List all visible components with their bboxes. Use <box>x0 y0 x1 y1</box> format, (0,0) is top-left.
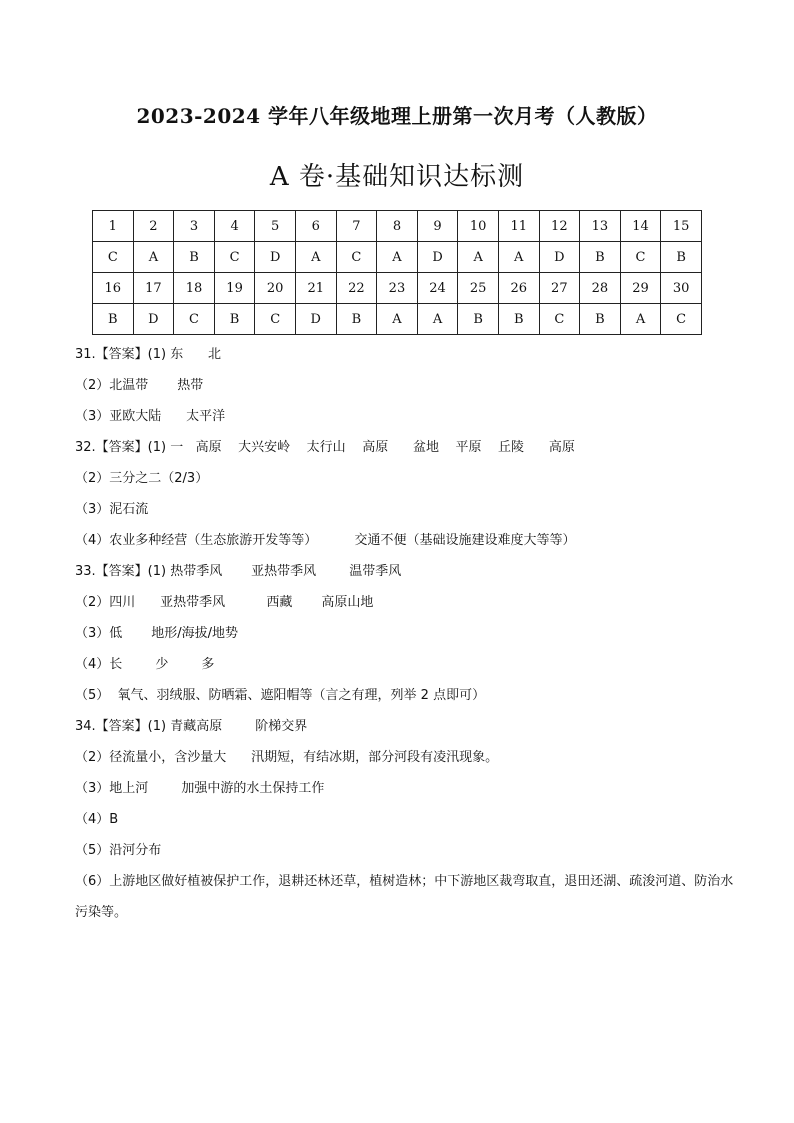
answer-line-34-6: （6）上游地区做好植被保护工作，退耕还林还草，植树造林；中下游地区裁弯取直，退田还湖、疏浚河道、防治水污染等。 <box>75 874 734 920</box>
answer-line-33-5: （5） 氧气、羽绒服、防晒霜、遮阳帽等（言之有理，列举 2 点即可） <box>75 688 486 703</box>
question-number-cell: 19 <box>214 273 255 304</box>
answer-cell: B <box>336 304 377 335</box>
answer-cell: D <box>255 242 296 273</box>
answer-section <box>75 343 735 928</box>
answer-cell: B <box>661 242 702 273</box>
page-subtitle: A 卷·基础知识达标测 <box>269 162 525 192</box>
answer-cell: A <box>498 242 539 273</box>
answer-cell: B <box>93 304 134 335</box>
question-number-cell: 28 <box>580 273 621 304</box>
answer-cell: C <box>255 304 296 335</box>
answer-cell: A <box>417 304 458 335</box>
question-number-cell: 12 <box>539 211 580 242</box>
question-number-cell: 24 <box>417 273 458 304</box>
question-number-cell: 13 <box>580 211 621 242</box>
answer-cell: A <box>377 242 418 273</box>
question-number-cell: 1 <box>93 211 134 242</box>
question-number-cell: 23 <box>377 273 418 304</box>
answer-line-33-4: （4）长 少 多 <box>75 657 215 672</box>
question-number-cell: 27 <box>539 273 580 304</box>
table-row <box>93 273 702 304</box>
question-number-cell: 5 <box>255 211 296 242</box>
answer-cell: D <box>539 242 580 273</box>
answer-cell: B <box>174 242 215 273</box>
answer-cell: C <box>661 304 702 335</box>
answer-cell: B <box>498 304 539 335</box>
table-row <box>93 304 702 335</box>
answer-line-33-3: （3）低 地形/海拔/地势 <box>75 626 238 641</box>
question-number-cell: 18 <box>174 273 215 304</box>
answer-cell: C <box>620 242 661 273</box>
table-row <box>93 242 702 273</box>
question-number-cell: 9 <box>417 211 458 242</box>
question-number-cell: 22 <box>336 273 377 304</box>
question-number-cell: 2 <box>133 211 174 242</box>
answer-line-34-4: （4）B <box>75 812 119 827</box>
question-number-cell: 16 <box>93 273 134 304</box>
question-number-cell: 3 <box>174 211 215 242</box>
answer-cell: C <box>214 242 255 273</box>
answer-line-31-2: （2）北温带 热带 <box>75 378 204 393</box>
answer-line-34-5: （5）沿河分布 <box>75 843 162 858</box>
answer-line-32-2: （2）三分之二（2/3） <box>75 471 209 486</box>
answer-cell: B <box>580 304 621 335</box>
answer-cell: A <box>620 304 661 335</box>
answer-cell: C <box>93 242 134 273</box>
answer-cell: D <box>295 304 336 335</box>
answer-line-34-3: （3）地上河 加强中游的水土保持工作 <box>75 781 325 796</box>
answer-cell: B <box>580 242 621 273</box>
answer-cell: D <box>417 242 458 273</box>
question-number-cell: 14 <box>620 211 661 242</box>
question-number-cell: 26 <box>498 273 539 304</box>
question-number-cell: 10 <box>458 211 499 242</box>
question-number-cell: 6 <box>295 211 336 242</box>
answer-line-32-1: 32.【答案】(1) 一 高原 大兴安岭 太行山 高原 盆地 平原 丘陵 高原 <box>75 440 575 455</box>
answer-cell: C <box>336 242 377 273</box>
answer-cell: A <box>133 242 174 273</box>
answer-table <box>92 210 702 335</box>
answer-line-34-1: 34.【答案】(1) 青藏高原 阶梯交界 <box>75 719 308 734</box>
answer-line-31-1: 31.【答案】(1) 东 北 <box>75 347 222 362</box>
answer-cell: B <box>458 304 499 335</box>
question-number-cell: 11 <box>498 211 539 242</box>
answer-line-32-3: （3）泥石流 <box>75 502 149 517</box>
question-number-cell: 15 <box>661 211 702 242</box>
answer-cell: C <box>539 304 580 335</box>
question-number-cell: 29 <box>620 273 661 304</box>
table-row <box>93 211 702 242</box>
question-number-cell: 25 <box>458 273 499 304</box>
question-number-cell: 21 <box>295 273 336 304</box>
answer-cell: A <box>295 242 336 273</box>
question-number-cell: 17 <box>133 273 174 304</box>
answer-line-32-4: （4）农业多种经营（生态旅游开发等等） 交通不便（基础设施建设难度大等等） <box>75 533 576 548</box>
question-number-cell: 7 <box>336 211 377 242</box>
answer-cell: A <box>377 304 418 335</box>
answer-line-33-1: 33.【答案】(1) 热带季风 亚热带季风 温带季风 <box>75 564 402 579</box>
answer-cell: C <box>174 304 215 335</box>
question-number-cell: 8 <box>377 211 418 242</box>
question-number-cell: 20 <box>255 273 296 304</box>
page-title: 2023-2024 学年八年级地理上册第一次月考（人教版） <box>136 104 658 128</box>
answer-cell: D <box>133 304 174 335</box>
answer-cell: B <box>214 304 255 335</box>
question-number-cell: 30 <box>661 273 702 304</box>
answer-line-34-2: （2）径流量小，含沙量大 汛期短，有结冰期，部分河段有凌汛现象。 <box>75 750 499 765</box>
answer-cell: A <box>458 242 499 273</box>
answer-line-31-3: （3）亚欧大陆 太平洋 <box>75 409 226 424</box>
answer-line-33-2: （2）四川 亚热带季风 西藏 高原山地 <box>75 595 374 610</box>
question-number-cell: 4 <box>214 211 255 242</box>
